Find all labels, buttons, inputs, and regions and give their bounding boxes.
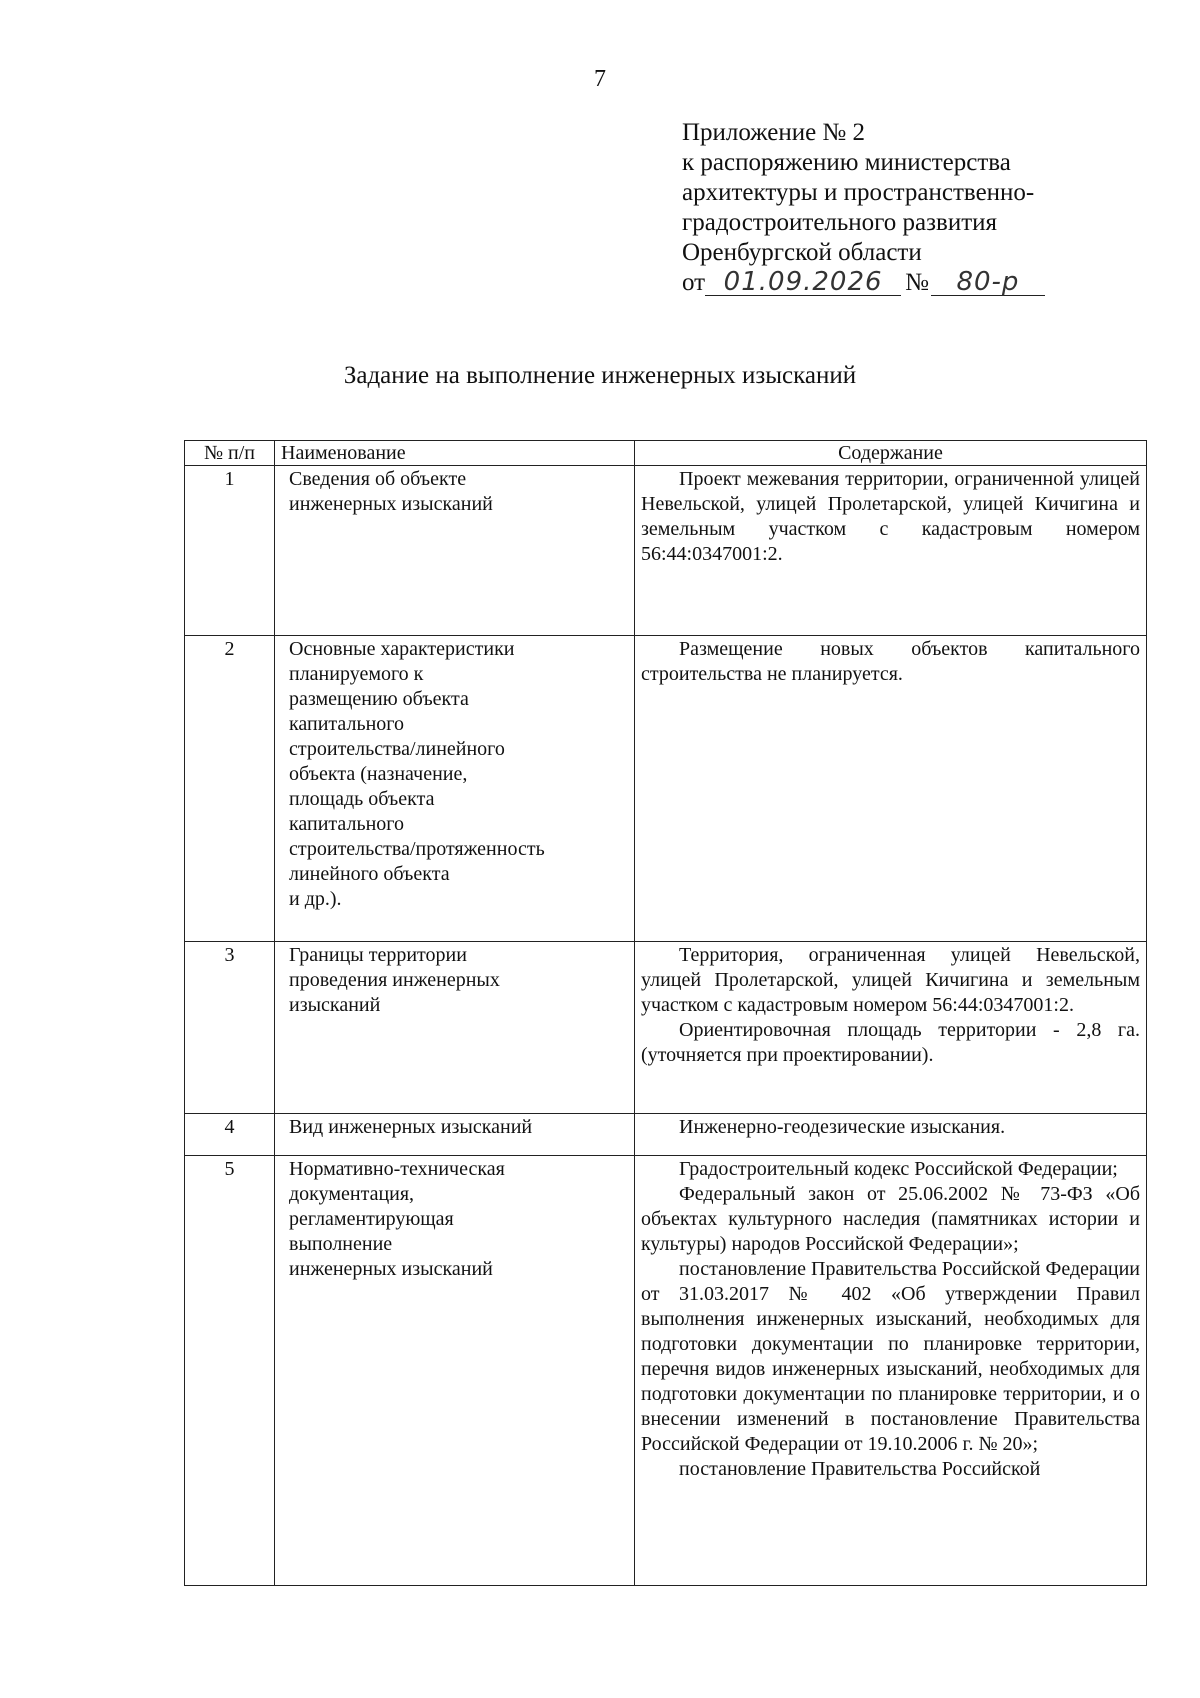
date-number-row [682, 268, 1162, 298]
row-content-paragraph: Градостроительный кодекс Российской Федерации; [679, 1158, 1118, 1180]
page-number: 7 [594, 66, 606, 92]
row-name-line: и др.). [289, 888, 342, 910]
row-content [635, 1114, 1147, 1156]
row-content [635, 636, 1147, 942]
row-name [275, 466, 635, 636]
row-name-line: Основные характеристики [289, 638, 515, 660]
appendix-line: архитектуры и пространственно- [682, 179, 1035, 206]
row-name [275, 942, 635, 1114]
handwritten-date: 01.09.2026 [705, 269, 901, 296]
row-number: 4 [185, 1114, 275, 1156]
table-row [185, 466, 1147, 636]
appendix-line: к распоряжению министерства [682, 149, 1011, 176]
appendix-header [682, 118, 1162, 298]
row-number: 1 [185, 466, 275, 636]
row-name-line: Нормативно-техническая [289, 1158, 505, 1180]
appendix-line: Приложение № 2 [682, 119, 866, 146]
row-name-line: линейного объекта [289, 863, 450, 885]
row-name-line: площадь объекта [289, 788, 435, 810]
row-content-paragraph: Проект межевания территории, ограниченной улицей Невельской, улицей Пролетарской, улицей Кичигина и земельным участком с кадастровым номером 56:44:0347001:2. [641, 468, 1140, 565]
row-name-line: Вид инженерных изысканий [289, 1116, 533, 1138]
row-name-line: строительства/линейного [289, 738, 505, 760]
row-content-paragraph: постановление Правительства Российской [679, 1458, 1041, 1480]
table-body [185, 466, 1147, 1586]
row-name-line: инженерных изысканий [289, 1258, 493, 1280]
row-content-paragraph: постановление Правительства Российской Федерации от 31.03.2017 № 402 «Об утверждении Правил выполнения инженерных изысканий, необходимых для подготовки документации по планировке территории, перечня видов инженерных изысканий, необходимых для подготовки документации по планировке территории, и о внесении изменений в постановление Правительства Российской Федерации от 19.10.2006 г. № 20»; [641, 1258, 1140, 1455]
row-content [635, 942, 1147, 1114]
appendix-line: градостроительного развития [682, 209, 998, 236]
row-name-line: размещению объекта [289, 688, 469, 710]
table-header [185, 441, 1147, 466]
row-name [275, 1156, 635, 1586]
row-name-line: капитального [289, 713, 404, 735]
header-number: № п/п [185, 441, 275, 466]
table-row [185, 942, 1147, 1114]
row-name [275, 636, 635, 942]
row-content-paragraph: Размещение новых объектов капитального строительства не планируется. [641, 638, 1140, 685]
number-prefix: № [905, 269, 929, 296]
row-name [275, 1114, 635, 1156]
row-name-line: строительства/протяженность [289, 838, 545, 860]
row-content-paragraph: Инженерно-геодезические изыскания. [679, 1116, 1006, 1138]
row-name-line: инженерных изысканий [289, 493, 493, 515]
table-row [185, 636, 1147, 942]
header-row [185, 441, 1147, 466]
row-name-line: документация, [289, 1183, 415, 1205]
row-name-line: регламентирующая [289, 1208, 454, 1230]
table-row [185, 1114, 1147, 1156]
header-content: Содержание [635, 441, 1147, 466]
task-table [184, 440, 1147, 1586]
row-name-line: Границы территории [289, 944, 467, 966]
row-name-line: планируемого к [289, 663, 424, 685]
row-name-line: проведения инженерных [289, 969, 500, 991]
row-name-line: изысканий [289, 994, 381, 1016]
row-content-paragraph: Территория, ограниченная улицей Невельской, улицей Пролетарской, улицей Кичигина и земельным участком с кадастровым номером 56:44:0347001:2. [641, 944, 1140, 1016]
date-prefix: от [682, 269, 706, 296]
row-name-line: Сведения об объекте [289, 468, 467, 490]
row-number: 2 [185, 636, 275, 942]
row-name-line: объекта (назначение, [289, 763, 468, 785]
header-name: Наименование [275, 441, 635, 466]
row-content-paragraph: Федеральный закон от 25.06.2002 № 73-ФЗ «Об объектах культурного наследия (памятниках истории и культуры) народов Российской Федерации»; [641, 1183, 1140, 1255]
handwritten-number: 80-р [931, 269, 1045, 296]
document-title: Задание на выполнение инженерных изысканий [343, 362, 857, 389]
row-name-line: капитального [289, 813, 404, 835]
row-content-paragraph: Ориентировочная площадь территории - 2,8 га. (уточняется при проектировании). [641, 1019, 1140, 1066]
row-number: 5 [185, 1156, 275, 1586]
row-number: 3 [185, 942, 275, 1114]
row-content [635, 1156, 1147, 1586]
row-name-line: выполнение [289, 1233, 393, 1255]
appendix-line: Оренбургской области [682, 239, 922, 266]
row-content [635, 466, 1147, 636]
table-row [185, 1156, 1147, 1586]
